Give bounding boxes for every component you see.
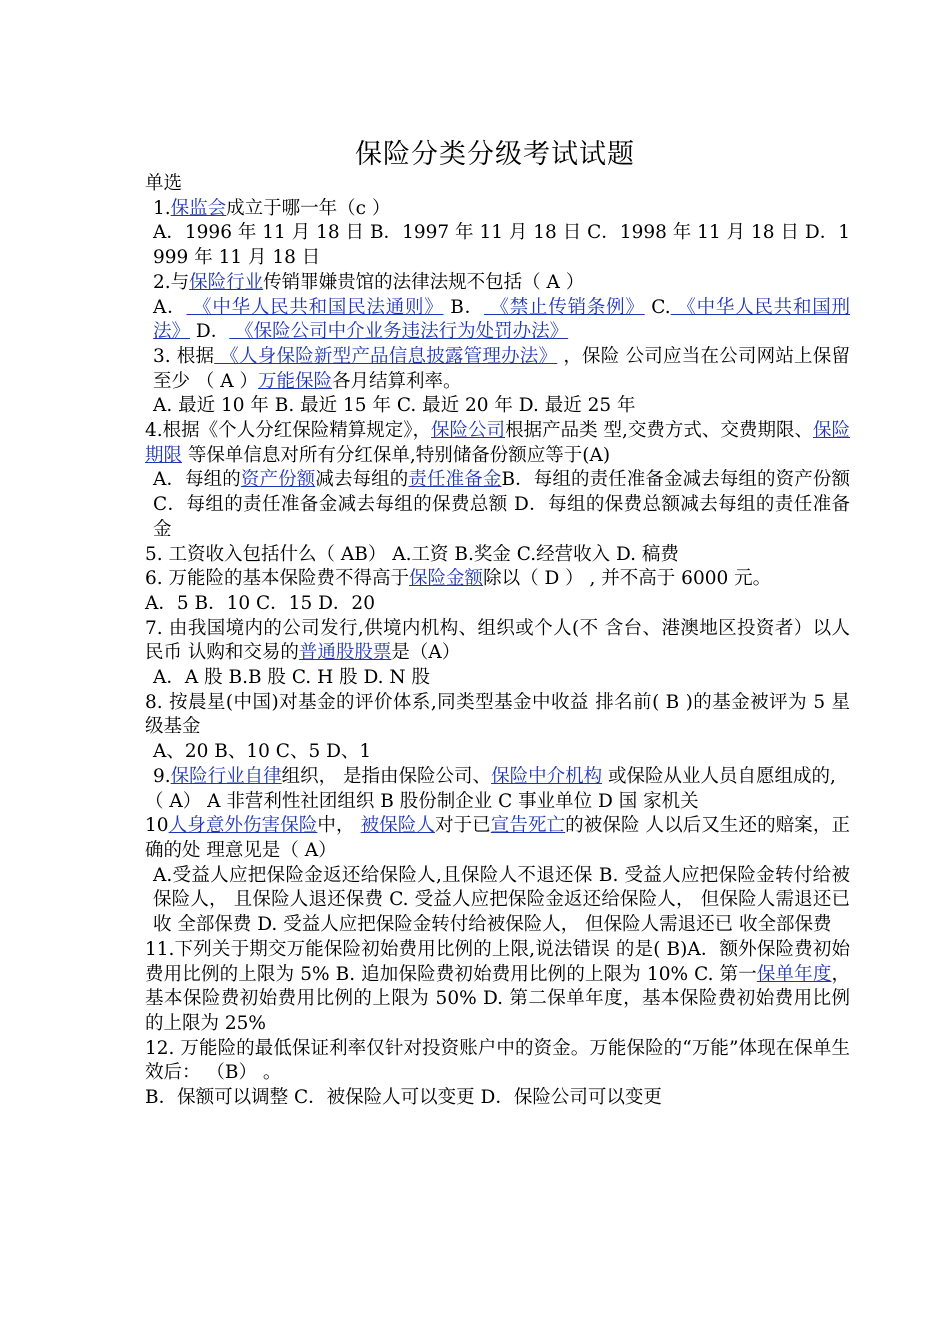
link-criminal-law[interactable]: 《中华人民共和国刑法》 <box>153 296 850 343</box>
question-6-options: A．5 B．10 C．15 D．20 <box>145 592 375 614</box>
question-9-options: （ A） A 非营利性社团组织 B 股份制企业 C 事业单位 D 国 家机关 <box>145 790 699 812</box>
section-label: 单选 <box>145 173 183 194</box>
question-5: 5. 工资收入包括什么（ AB） A.工资 B.奖金 C.经营收入 D. 稿费 <box>145 543 679 565</box>
question-8-options: A、20 B、10 C、5 D、1 <box>153 741 372 763</box>
link-reserve[interactable]: 责任准备金 <box>408 469 502 491</box>
question-12: 12. 万能险的最低保证利率仅针对投资账户中的资金。万能保险的“万能”体现在保单生效后： （B） 。 <box>145 1037 850 1084</box>
question-8: 8. 按晨星(中国)对基金的评价体系,同类型基金中收益 排名前( B )的基金被评为 5 星级基金 <box>145 691 850 738</box>
question-6: 6. 万能险的基本保险费不得高于保险金额除以（ D ） , 并不高于 6000 元。 <box>145 568 772 590</box>
question-3: 3. 根据 《人身保险新型产品信息披露管理办法》 ，保险 公司应当在公司网站上保留至少 （ A ）万能保险各月结算利率。 <box>153 345 850 392</box>
question-7-options: A．A 股 B.B 股 C. H 股 D. N 股 <box>153 667 430 689</box>
link-declared-dead[interactable]: 宣告死亡 <box>490 815 566 837</box>
link-accident-insurance[interactable]: 人身意外伤害保险 <box>168 815 318 837</box>
question-2: 2.与保险行业传销罪嫌贵馆的法律法规不包括（ A ） <box>153 271 585 293</box>
link-common-stock[interactable]: 普通股股票 <box>298 642 392 664</box>
link-universal-insurance[interactable]: 万能保险 <box>258 370 333 392</box>
question-4: 4.根据《个人分红保险精算规定》，保险公司根据产品类 型,交费方式、交费期限、保险期限 等保单信息对所有分红保单,特别储备份额应等于(A) <box>145 420 850 466</box>
link-disclosure-rules[interactable]: 《人身保险新型产品信息披露管理办法》 <box>214 345 558 367</box>
question-3-options: A. 最近 10 年 B. 最近 15 年 C. 最近 20 年 D. 最近 25 年 <box>153 395 636 417</box>
question-10-options: A.受益人应把保险金返还给保险人,且保险人不退还保 B. 受益人应把保险金转付给被保险人， 且保险人退还保费 C. 受益人应把保险金返还给保险人， 但保险人需退还已收 全部保费 D. 受益人应把保险金转付给被保险人， 但保险人需退还已 收全部保费 <box>153 864 850 936</box>
question-11: 11.下列关于期交万能保险初始费用比例的上限,说法错误 的是( B)A．额外保险费初始费用比例的上限为 5% B. 追加保险费初始费用比例的上限为 10% C. 第一保单年度，基本保险费初始费用比例的上限为 50% D. 第二保单年度，基本保险费初始费用比例的上限为 25% <box>145 938 850 1034</box>
link-sum-insured[interactable]: 保险金额 <box>409 568 484 590</box>
question-9: 9.保险行业自律组织， 是指由保险公司、保险中介机构 或保险从业人员自愿组成的, <box>153 765 836 787</box>
link-civil-law[interactable]: 《中华人民共和国民法通则》 <box>186 296 444 318</box>
link-insurance-company[interactable]: 保险公司 <box>431 420 506 442</box>
document-body <box>145 172 850 1111</box>
question-2-options: A． 《中华人民共和国民法通则》 B． 《禁止传销条例》 C. 《中华人民共和国刑法》 D． 《保险公司中介业务违法行为处罚办法》 <box>153 296 850 343</box>
link-policy-year[interactable]: 保单年度 <box>756 963 832 985</box>
link-anti-pyramid-regulation[interactable]: 《禁止传销条例》 <box>483 296 645 318</box>
link-insured[interactable]: 被保险人 <box>360 815 435 837</box>
link-asset-share[interactable]: 资产份额 <box>240 469 316 491</box>
question-1-options: A．1996 年 11 月 18 日 B．1997 年 11 月 18 日 C．1998 年 11 月 18 日 D．1999 年 11 月 18 日 <box>153 222 850 269</box>
question-4-options: A．每组的资产份额减去每组的责任准备金B．每组的责任准备金减去每组的资产份额 C．每组的责任准备金减去每组的保费总额 D．每组的保费总额减去每组的责任准备金 <box>153 469 850 540</box>
question-12-options: B．保额可以调整 C．被保险人可以变更 D．保险公司可以变更 <box>145 1087 662 1109</box>
question-7: 7. 由我国境内的公司发行,供境内机构、组织或个人(不 含台、港澳地区投资者）以人民币 认购和交易的普通股股票是（A） <box>145 617 850 664</box>
page-title: 保险分类分级考试试题 <box>355 139 635 170</box>
question-1: 1.保监会成立于哪一年（c ） <box>153 197 391 219</box>
link-insurance-period[interactable]: 保险期限 <box>145 420 850 466</box>
link-cbirc[interactable]: 保监会 <box>170 197 227 219</box>
link-insurance-industry[interactable]: 保险行业 <box>189 271 264 293</box>
question-10: 10人身意外伤害保险中， 被保险人对于已宣告死亡的被保险 人以后又生还的赔案，正确的处 理意见是（ A） <box>145 815 850 861</box>
link-intermediary-penalty-rules[interactable]: 《保险公司中介业务违法行为处罚办法》 <box>229 321 569 343</box>
link-intermediary[interactable]: 保险中介机构 <box>491 765 603 787</box>
link-self-regulation[interactable]: 保险行业自律 <box>170 765 282 787</box>
